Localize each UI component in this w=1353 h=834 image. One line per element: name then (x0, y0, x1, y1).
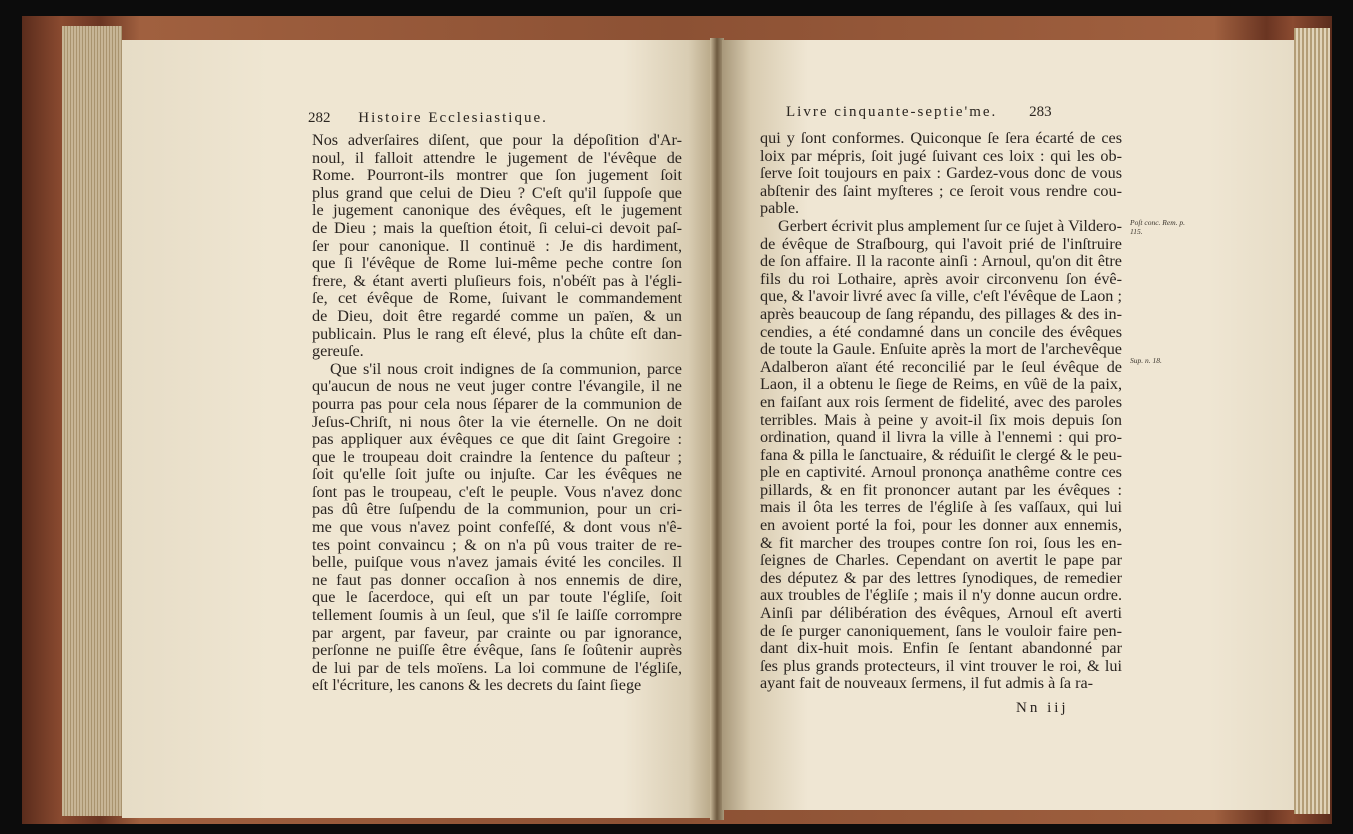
text-line: Que s'il nous croit indignes de ſa communion, parce (330, 359, 682, 378)
text-line: eſt l'écriture, les canons & les decrets du ſaint ſiege (312, 676, 642, 695)
text-line: pas dû être ſuſpendu de la communion, pour un cri- (312, 500, 682, 519)
margin-note: Sup. n. 18. (1130, 356, 1162, 365)
text-line: Laon, il a obtenu le ſiege de Reims, en vûë de la paix, (760, 375, 1122, 394)
text-line: pas appliquer aux évêques ce que dit ſaint Gregoire : (312, 430, 682, 449)
right-running-head (786, 104, 1126, 121)
text-line: en faiſant aux rois ſerment de fidelité, avec des paroles (760, 392, 1122, 411)
text-line: ſerve ſoit toujours en paix : Gardez-vous donc de vous (760, 164, 1122, 183)
text-line: fils du roi Lothaire, après avoir circonvenu ſon évê- (760, 269, 1122, 288)
text-line: que, & l'avoir livré avec ſa ville, c'eſt l'évêque de Laon ; (760, 287, 1122, 306)
text-line: de ſon affaire. Il la raconte ainſi : Arnoul, qu'on dit être (760, 252, 1122, 271)
text-line: me que vous n'avez point confeſſé, & dont vous n'ê- (312, 518, 682, 537)
text-line: plus grand que celui de Dieu ? C'eſt qu'il ſuppoſe que (312, 183, 682, 202)
text-line: Adalberon aïant été reconcilié par le ſeul évêque de (760, 357, 1122, 376)
text-line: ſes plus grands protecteurs, il vint trouver le roi, & lui (760, 656, 1122, 675)
text-line: ſont pas le troupeau, c'eſt le peuple. Vous n'avez donc (312, 482, 682, 501)
text-line: ſoit qu'elle ſoit juſte ou injuſte. Car les évêques ne (312, 465, 682, 484)
right-page-number: 283 (1029, 104, 1052, 120)
text-line: Ainſi par délibération des évêques, Arnoul eſt averti (760, 604, 1122, 623)
text-line: cendies, a été condamné dans un concile des évêques (760, 322, 1122, 341)
text-line: fana & pilla le ſanctuaire, & réduiſit le clergé & le peu- (760, 445, 1122, 464)
text-line: de toute la Gaule. Enſuite après la mort de l'archevêque (760, 340, 1122, 359)
text-line: noul, il falloit attendre le jugement de l'évêque de (312, 148, 682, 167)
text-line: ſe, cet évêque de Rome, ſuivant le commandement (312, 289, 682, 308)
left-running-head (308, 110, 688, 127)
text-line: que le ſacerdoce, qui eſt un par toute l'égliſe, ſoit (312, 588, 682, 607)
right-running-title: Livre cinquante-septie'me. (786, 104, 998, 120)
text-line: que le troupeau doit craindre la ſentence du paſteur ; (312, 447, 682, 466)
text-line: ayant fait de nouveaux ſermens, il fut admis à ſa ra- (760, 674, 1094, 693)
text-line: gereuſe. (312, 342, 364, 361)
text-line: pable. (760, 199, 800, 218)
text-line: Rome. Pourront-ils montrer que ſon jugement ſoit (312, 166, 682, 185)
text-line: pourra pas pour cela nous ſéparer de la communion de (312, 394, 682, 413)
right-page-edges (1294, 28, 1330, 814)
text-line: que ſi l'évêque de Rome lui-même peche contre ſon (312, 254, 682, 273)
text-line: qu'aucun de nous ne veut juger contre l'évangile, il ne (312, 377, 682, 396)
text-line: mais il ôta les terres de l'égliſe à ſes vaſſaux, qui lui (760, 498, 1122, 517)
right-body-text (760, 130, 1122, 693)
text-line: publicain. Plus le rang eſt élevé, plus la chûte eſt dan- (312, 324, 682, 343)
text-line: tellement ſoumis à un ſeul, que s'il ſe laiſſe corrompre (312, 606, 682, 625)
text-line: en avoient porté la foi, pour les donner aux ennemis, (760, 516, 1122, 535)
text-line: dant dix-huit mois. Enfin ſe ſentant abandonné par (760, 639, 1122, 658)
text-line: & fit marcher des troupes contre ſon roi, ſous les en- (760, 533, 1122, 552)
text-line: ne faut pas donner occaſion à nos ennemis de dire, (312, 570, 682, 589)
text-line: pillards, & en fit prononcer autant par les évêques : (760, 480, 1122, 499)
text-line: perſonne ne puiſſe être évêque, ſans ſe ſoûtenir auprès (312, 641, 682, 660)
left-body-text (312, 132, 682, 695)
text-line: de évêque de Straſbourg, qui l'avoit prié de l'inſtruire (760, 234, 1122, 253)
text-line: de Dieu ; mais la queſtion étoit, ſi celui-ci devoit paſ- (312, 218, 682, 237)
text-line: par argent, par faveur, par crainte ou par ignorance, (312, 623, 682, 642)
text-line: Nos adverſaires diſent, que pour la dépoſition d'Ar- (312, 131, 682, 149)
left-running-title: Histoire Ecclesiastique. (358, 110, 548, 126)
text-line: qui y ſont conformes. Quiconque ſe ſera écarté de ces (760, 129, 1122, 147)
text-line: le jugement canonique des évêques, eſt le jugement (312, 201, 682, 220)
text-line: de ſe purger canoniquement, ſans le vouloir faire pen- (760, 621, 1122, 640)
left-page-edges (62, 26, 122, 816)
text-line: abſtenir des ſaint myſteres ; ce ſeroit vous rendre cou- (760, 181, 1122, 200)
text-line: loix par mépris, ſoit jugé ſuivant ces loix : qui les ob- (760, 146, 1122, 165)
text-line: après beaucoup de ſang répandu, des pillages & des in- (760, 304, 1122, 323)
text-line: de lui par de tels moïens. La loi commune de l'égliſe, (312, 658, 682, 677)
margin-note: Poſt conc. Rem. p. 115. (1130, 218, 1185, 236)
text-line: ſeignes de Charles. Cependant on avertit le pape par (760, 551, 1122, 570)
text-line: ſer pour canonique. Il continuë : Je dis hardiment, (312, 236, 682, 255)
text-line: frere, & étant averti pluſieurs fois, n'obéït pas à l'égli- (312, 271, 682, 290)
text-line: de Dieu, doit être regardé comme un païen, & un (312, 306, 682, 325)
signature-mark: Nn iij (1016, 700, 1069, 716)
text-line: tes point convaincu ; & on n'a pû vous traiter de re- (312, 535, 682, 554)
text-line: ple en captivité. Arnoul prononça anathême contre ces (760, 463, 1122, 482)
left-page (122, 40, 712, 818)
text-line: des députez & par des lettres ſynodiques, de remedier (760, 568, 1122, 587)
text-line: ordination, quand il livra la ville à l'ennemi : qui pro- (760, 428, 1122, 447)
text-line: Jeſus-Chriſt, ni nous ôter la vie éternelle. On ne doit (312, 412, 682, 431)
left-page-number: 282 (308, 110, 331, 126)
text-line: belle, puiſque vous n'avez jamais évité les conciles. Il (312, 553, 682, 572)
text-line: Gerbert écrivit plus amplement ſur ce ſujet à Vildero- (778, 216, 1122, 235)
text-line: aux troubles de l'égliſe ; mais il n'y donne aucun ordre. (760, 586, 1122, 605)
right-page (722, 40, 1294, 810)
text-line: terribles. Mais à peine y avoit-il ſix mois depuis ſon (760, 410, 1122, 429)
book-scan (22, 16, 1332, 824)
